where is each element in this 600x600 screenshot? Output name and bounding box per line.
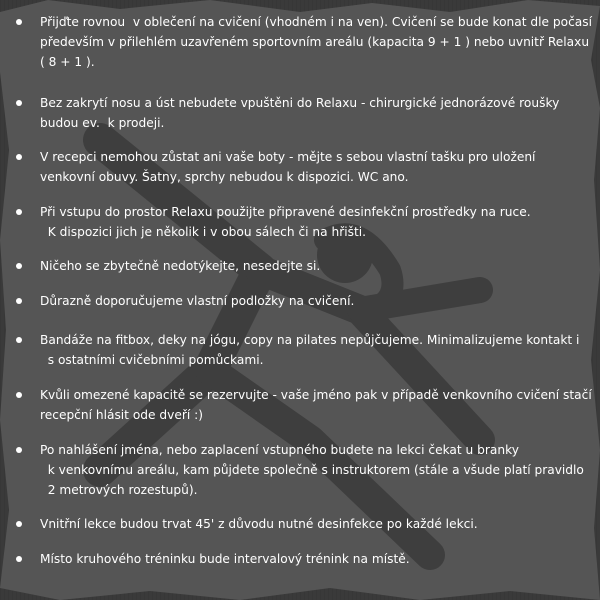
bullet-icon	[16, 209, 22, 215]
rule-item	[40, 330, 590, 370]
rule-item	[40, 291, 590, 311]
bullet-icon	[16, 100, 22, 106]
rule-line: K dispozici jich je několik i v obou sálech či na hřišti.	[40, 225, 366, 239]
bullet-icon	[16, 298, 22, 304]
bullet-icon	[16, 447, 22, 453]
rule-line: Bandáže na fitbox, deky na jógu, copy na pilates nepůjčujeme. Minimalizujeme kontakt i	[40, 333, 580, 347]
rule-line: Místo kruhového tréninku bude intervalový trénink na místě.	[40, 552, 410, 566]
bullet-icon	[16, 392, 22, 398]
rule-line: Vnitřní lekce budou trvat 45' z důvodu nutné desinfekce po každé lekci.	[40, 517, 478, 531]
rule-line: Důrazně doporučujeme vlastní podložky na cvičení.	[40, 294, 355, 308]
rule-item	[40, 147, 590, 187]
rule-line: s ostatními cvičebními pomůckami.	[40, 353, 264, 367]
rule-line: recepční hlásit ode dveří :)	[40, 408, 203, 422]
rule-line: především v přilehlém uzavřeném sportovním areálu (kapacita 9 + 1 ) nebo uvnitř Relaxu	[40, 35, 590, 49]
rule-line: Kvůli omezené kapacitě se rezervujte - vaše jméno pak v případě venkovního cvičení stačí	[40, 388, 592, 402]
rule-item	[40, 549, 590, 569]
rule-line: ( 8 + 1 ).	[40, 55, 95, 69]
rule-item	[40, 514, 590, 534]
bullet-icon	[16, 521, 22, 527]
bullet-icon	[16, 556, 22, 562]
rule-line: budou ev. k prodeji.	[40, 116, 165, 130]
bullet-icon	[16, 154, 22, 160]
rule-line: Při vstupu do prostor Relaxu použijte připravené desinfekční prostředky na ruce.	[40, 205, 531, 219]
rule-item	[40, 93, 590, 133]
rule-item	[40, 202, 590, 242]
rule-line: Ničeho se zbytečně nedotýkejte, nesedejte si.	[40, 259, 321, 273]
rule-item	[40, 256, 590, 276]
rule-line: venkovní obuvy. Šatny, sprchy nebudou k dispozici. WC ano.	[40, 170, 409, 184]
rule-line: V recepci nemohou zůstat ani vaše boty - mějte s sebou vlastní tašku pro uložení	[40, 150, 536, 164]
bullet-icon	[16, 19, 22, 25]
rule-line: 2 metrových rozestupů).	[40, 483, 198, 497]
rule-line: k venkovnímu areálu, kam půjdete společně s instruktorem (stále a všude platí pravidlo	[40, 463, 584, 477]
rule-item	[40, 385, 590, 425]
rule-line: Bez zakrytí nosu a úst nebudete vpuštěni do Relaxu - chirurgické jednorázové roušky	[40, 96, 560, 110]
bullet-icon	[16, 263, 22, 269]
rule-line: Přijďte rovnou v oblečení na cvičení (vhodném i na ven). Cvičení se bude konat dle počasí	[40, 15, 592, 29]
rule-item	[40, 440, 590, 500]
bullet-icon	[16, 337, 22, 343]
rule-item	[40, 12, 590, 72]
rule-line: Po nahlášení jména, nebo zaplacení vstupného budete na lekci čekat u branky	[40, 443, 519, 457]
